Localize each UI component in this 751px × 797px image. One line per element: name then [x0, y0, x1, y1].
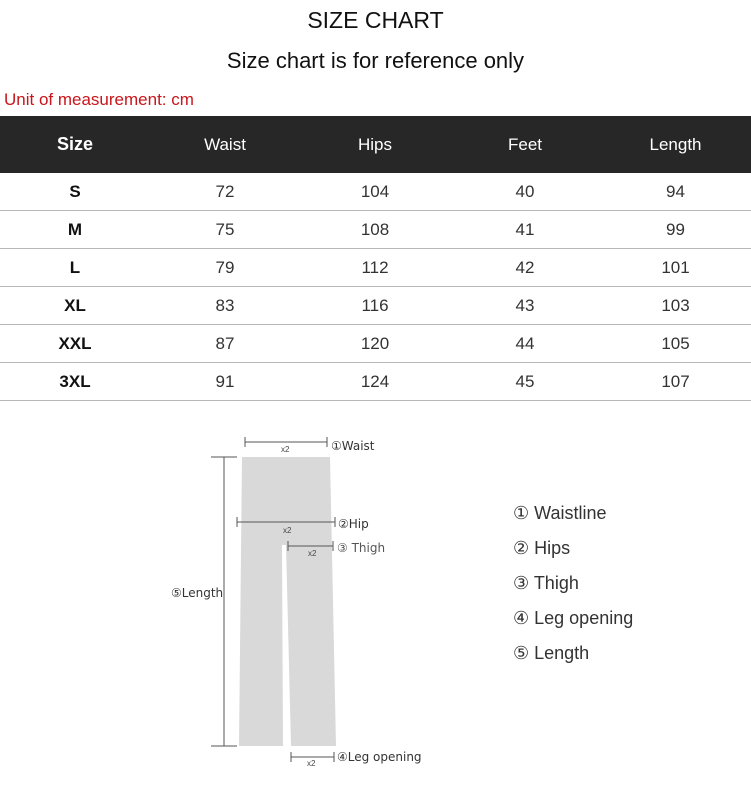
table-cell: 124: [300, 363, 450, 401]
measurement-legend: [513, 500, 633, 675]
unit-note: Unit of measurement: cm: [4, 90, 194, 109]
thigh-x2-mark: x2: [308, 549, 317, 558]
table-cell: 43: [450, 287, 600, 325]
table-cell: 104: [300, 173, 450, 211]
page-title: SIZE CHART: [307, 7, 444, 33]
column-header: Length: [600, 116, 751, 173]
legend-item-hips: ② Hips: [513, 538, 571, 558]
legend-item-length: ⑤ Length: [513, 643, 590, 663]
hip-x2-mark: x2: [283, 526, 292, 535]
table-cell: 72: [150, 173, 300, 211]
table-cell: 44: [450, 325, 600, 363]
waist-x2-mark: x2: [281, 445, 290, 454]
leg-opening-x2-mark: x2: [307, 759, 316, 768]
table-cell: 105: [600, 325, 751, 363]
table-cell: M: [0, 211, 150, 249]
column-header: Waist: [150, 116, 300, 173]
leg-opening-label: ④Leg opening: [337, 750, 422, 764]
table-cell: 87: [150, 325, 300, 363]
table-cell: 101: [600, 249, 751, 287]
table-cell: S: [0, 173, 150, 211]
table-cell: 42: [450, 249, 600, 287]
table-cell: 75: [150, 211, 300, 249]
column-header: Feet: [450, 116, 600, 173]
table-cell: 41: [450, 211, 600, 249]
table-cell: 108: [300, 211, 450, 249]
table-cell: L: [0, 249, 150, 287]
table-cell: 40: [450, 173, 600, 211]
table-cell: 120: [300, 325, 450, 363]
page-subtitle: Size chart is for reference only: [226, 48, 525, 73]
table-cell: XL: [0, 287, 150, 325]
table-cell: 99: [600, 211, 751, 249]
table-cell: 79: [150, 249, 300, 287]
legend-item-waistline: ① Waistline: [513, 503, 607, 523]
table-cell: 116: [300, 287, 450, 325]
table-cell: 94: [600, 173, 751, 211]
table-cell: 91: [150, 363, 300, 401]
hip-label: ②Hip: [338, 517, 369, 531]
length-label: ⑤Length: [171, 586, 224, 600]
table-cell: 3XL: [0, 363, 150, 401]
table-cell: XXL: [0, 325, 150, 363]
length-measure-line: [211, 457, 237, 746]
legend-item-leg-opening: ④ Leg opening: [513, 608, 634, 628]
table-cell: 83: [150, 287, 300, 325]
table-cell: 103: [600, 287, 751, 325]
table-cell: 107: [600, 363, 751, 401]
legend-item-thigh: ③ Thigh: [513, 573, 579, 593]
waist-label: ①Waist: [331, 439, 375, 453]
column-header: Size: [0, 116, 150, 173]
table-cell: 45: [450, 363, 600, 401]
thigh-label: ③ Thigh: [337, 541, 386, 555]
table-cell: 112: [300, 249, 450, 287]
pants-illustration: [239, 457, 336, 746]
column-header: Hips: [300, 116, 450, 173]
